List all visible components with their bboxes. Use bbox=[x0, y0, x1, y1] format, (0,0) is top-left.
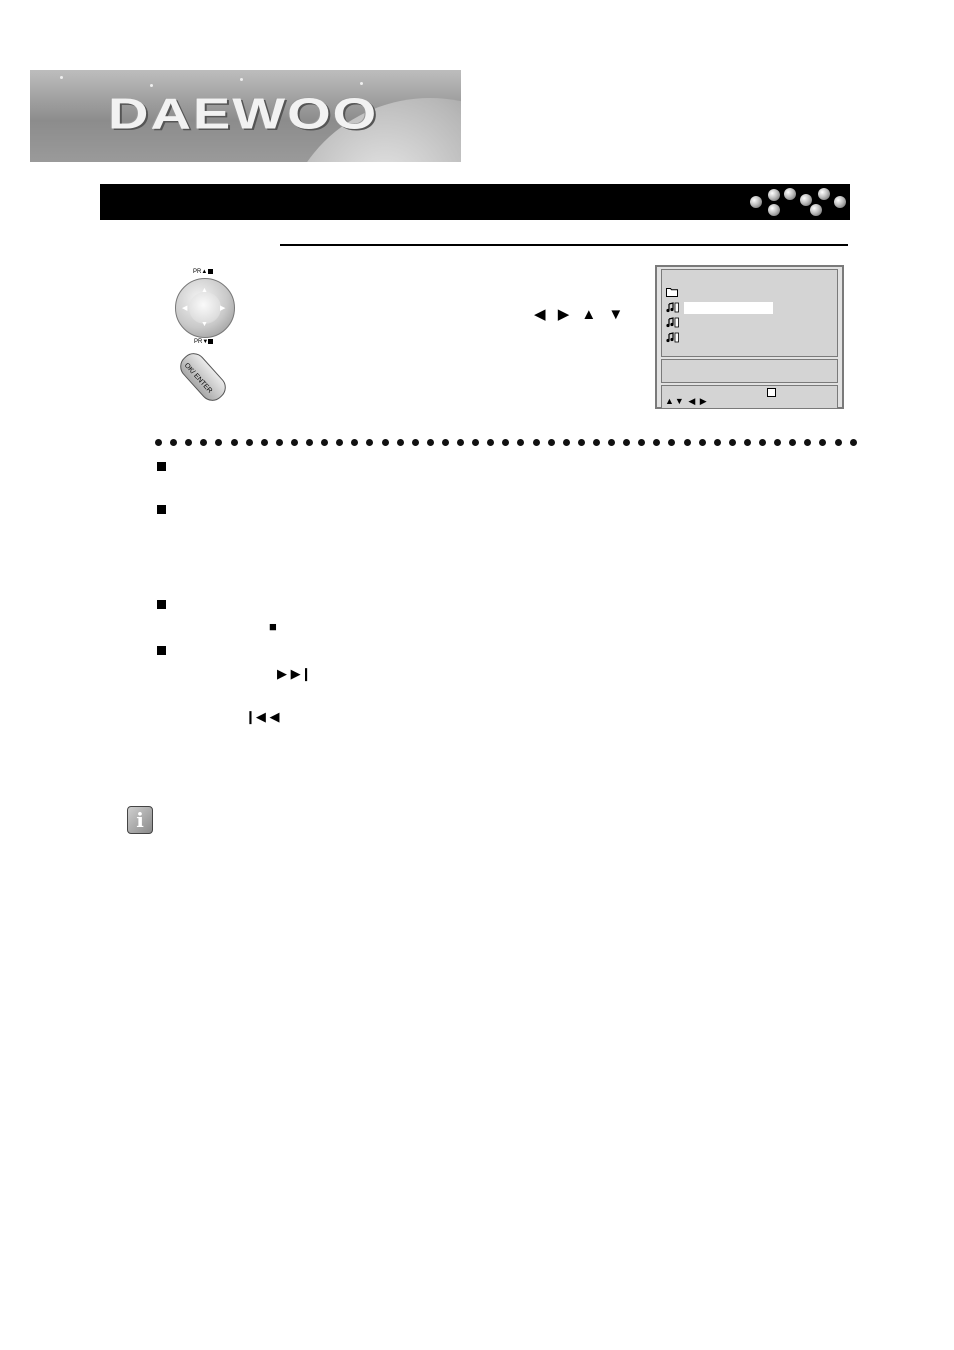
divider-dot bbox=[185, 439, 192, 446]
divider-dot bbox=[653, 439, 660, 446]
divider-dot bbox=[548, 439, 555, 446]
divider-dot bbox=[608, 439, 615, 446]
osd-stop-square-icon bbox=[767, 388, 776, 397]
pad-right-icon[interactable]: ▶ bbox=[220, 305, 226, 312]
osd-selected-row[interactable] bbox=[684, 302, 773, 314]
osd-menu-screen bbox=[655, 265, 844, 409]
dotted-divider bbox=[155, 439, 865, 447]
divider-dot bbox=[729, 439, 736, 446]
section-header-bar bbox=[100, 184, 850, 220]
star-decoration bbox=[60, 76, 63, 79]
divider-dot bbox=[623, 439, 630, 446]
divider-dot bbox=[638, 439, 645, 446]
osd-track-row[interactable] bbox=[666, 332, 680, 344]
osd-folder-row[interactable] bbox=[666, 287, 678, 299]
star-decoration bbox=[240, 78, 243, 81]
star-decoration bbox=[150, 84, 153, 87]
pad-up-icon[interactable]: ▲ bbox=[201, 287, 208, 294]
divider-dot bbox=[427, 439, 434, 446]
divider-dot bbox=[668, 439, 675, 446]
divider-dot bbox=[276, 439, 283, 446]
bubble-decoration bbox=[750, 196, 762, 208]
divider-dot bbox=[215, 439, 222, 446]
divider-dot bbox=[306, 439, 313, 446]
ok-enter-label: OK/ ENTER bbox=[182, 362, 214, 395]
divider-dot bbox=[819, 439, 826, 446]
bubble-decoration bbox=[834, 196, 846, 208]
divider-dot bbox=[397, 439, 404, 446]
direction-pad[interactable] bbox=[175, 278, 235, 338]
divider-dot bbox=[517, 439, 524, 446]
divider-dot bbox=[835, 439, 842, 446]
bubble-decoration bbox=[768, 189, 780, 201]
direction-pad-center[interactable] bbox=[189, 292, 221, 324]
divider-dot bbox=[336, 439, 343, 446]
bubble-decoration bbox=[784, 188, 796, 200]
music-note-icon bbox=[666, 332, 680, 343]
subtitle-rule bbox=[280, 244, 848, 246]
stop-icon: ■ bbox=[269, 619, 277, 634]
divider-dot bbox=[442, 439, 449, 446]
bubble-decoration bbox=[818, 188, 830, 200]
pr-down-box-icon bbox=[208, 339, 213, 344]
pr-up-label: PR▲ bbox=[193, 269, 208, 275]
divider-dot bbox=[412, 439, 419, 446]
divider-dot bbox=[789, 439, 796, 446]
osd-nav-arrows: ▲▼ ◀ ▶ bbox=[665, 396, 708, 406]
square-bullet-icon bbox=[157, 646, 166, 655]
bubble-decoration bbox=[800, 194, 812, 206]
square-bullet-icon bbox=[157, 600, 166, 609]
ok-enter-button[interactable] bbox=[175, 348, 230, 406]
divider-dot bbox=[351, 439, 358, 446]
divider-dot bbox=[578, 439, 585, 446]
star-decoration bbox=[360, 82, 363, 85]
osd-track-row[interactable] bbox=[666, 317, 680, 329]
brand-logo: DAEWOO bbox=[108, 88, 379, 138]
music-note-icon bbox=[666, 317, 680, 328]
square-bullet-icon bbox=[157, 462, 166, 471]
square-bullet-icon bbox=[157, 505, 166, 514]
divider-dot bbox=[291, 439, 298, 446]
divider-dot bbox=[563, 439, 570, 446]
divider-dot bbox=[231, 439, 238, 446]
bubble-decoration bbox=[810, 204, 822, 216]
divider-dot bbox=[472, 439, 479, 446]
divider-dot bbox=[200, 439, 207, 446]
osd-track-row[interactable] bbox=[666, 302, 680, 314]
folder-icon bbox=[666, 287, 678, 297]
divider-dot bbox=[699, 439, 706, 446]
divider-dot bbox=[593, 439, 600, 446]
divider-dot bbox=[155, 439, 162, 446]
divider-dot bbox=[382, 439, 389, 446]
divider-dot bbox=[246, 439, 253, 446]
previous-track-icon: ❙◀ ◀ bbox=[245, 709, 280, 724]
osd-info-panel bbox=[661, 359, 838, 383]
pad-down-icon[interactable]: ▼ bbox=[201, 321, 208, 328]
divider-dot bbox=[502, 439, 509, 446]
divider-dot bbox=[774, 439, 781, 446]
divider-dot bbox=[457, 439, 464, 446]
pr-down-label: PR▼ bbox=[194, 339, 209, 345]
music-note-icon bbox=[666, 302, 680, 313]
divider-dot bbox=[744, 439, 751, 446]
divider-dot bbox=[170, 439, 177, 446]
brand-banner bbox=[30, 70, 461, 162]
divider-dot bbox=[684, 439, 691, 446]
divider-dot bbox=[804, 439, 811, 446]
divider-dot bbox=[759, 439, 766, 446]
divider-dot bbox=[533, 439, 540, 446]
pr-up-box-icon bbox=[208, 269, 213, 274]
next-track-icon: ▶ ▶❙ bbox=[277, 666, 312, 681]
divider-dot bbox=[850, 439, 857, 446]
pad-left-icon[interactable]: ◀ bbox=[182, 305, 188, 312]
divider-dot bbox=[366, 439, 373, 446]
divider-dot bbox=[714, 439, 721, 446]
divider-dot bbox=[487, 439, 494, 446]
info-icon: i bbox=[127, 806, 153, 834]
bubble-decoration bbox=[768, 204, 780, 216]
divider-dot bbox=[261, 439, 268, 446]
direction-keys-glyphs: ◀ ▶ ▲ ▼ bbox=[534, 306, 628, 323]
divider-dot bbox=[321, 439, 328, 446]
